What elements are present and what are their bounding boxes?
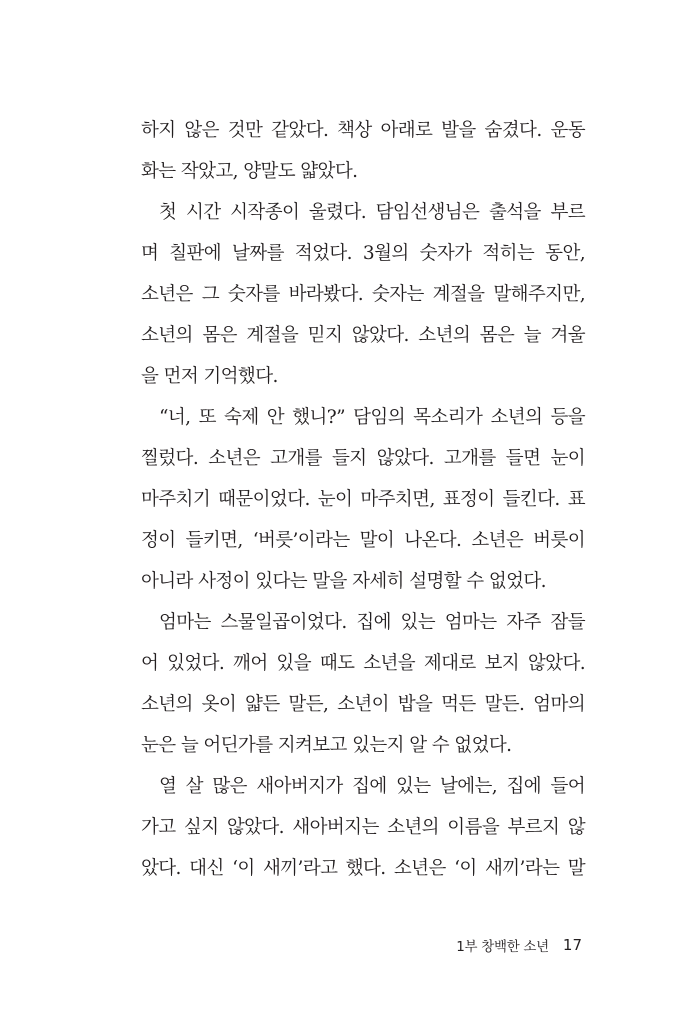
text-line: 눈은 늘 어딘가를 지켜보고 있는지 알 수 없었다. [141, 735, 512, 756]
text-line: 을 먼저 기억했다. [141, 366, 278, 387]
page-number: 17 [562, 936, 582, 954]
text-line: 화는 작았고, 양말도 얇았다. [141, 161, 358, 182]
text-line: 엄마는 스물일곱이었다. 집에 있는 엄마는 자주 잠들 [159, 612, 585, 633]
text-line: 열 살 많은 새아버지가 집에 있는 날에는, 집에 들어 [159, 776, 585, 797]
text-line: 소년의 몸은 계절을 믿지 않았다. 소년의 몸은 늘 겨울 [141, 325, 585, 346]
text-line: 첫 시간 시작종이 울렸다. 담임선생님은 출석을 부르 [159, 202, 585, 223]
text-line: 마주치기 때문이었다. 눈이 마주치면, 표정이 들킨다. 표 [141, 489, 585, 510]
page-footer [430, 932, 582, 958]
text-line: 았다. 대신 ‘이 새끼’라고 했다. 소년은 ‘이 새끼’라는 말 [141, 858, 585, 879]
text-line: 가고 싶지 않았다. 새아버지는 소년의 이름을 부르지 않 [141, 817, 585, 838]
text-line: 소년은 그 숫자를 바라봤다. 숫자는 계절을 말해주지만, [141, 284, 585, 305]
text-line: 소년의 옷이 얇든 말든, 소년이 밥을 먹든 말든. 엄마의 [141, 694, 585, 715]
text-line: 하지 않은 것만 같았다. 책상 아래로 발을 숨겼다. 운동 [141, 120, 585, 141]
text-line: 어 있었다. 깨어 있을 때도 소년을 제대로 보지 않았다. [141, 653, 585, 674]
text-line: 정이 들키면, ‘버릇’이라는 말이 나온다. 소년은 버릇이 [141, 530, 585, 551]
running-header-section-title: 1부 창백한 소년 [456, 939, 549, 955]
body-text [141, 110, 585, 889]
text-line: 며 칠판에 날짜를 적었다. 3월의 숫자가 적히는 동안, [141, 243, 585, 264]
text-line: 아니라 사정이 있다는 말을 자세히 설명할 수 없었다. [141, 571, 546, 592]
text-line: 찔렀다. 소년은 고개를 들지 않았다. 고개를 들면 눈이 [141, 448, 585, 469]
text-line: “너, 또 숙제 안 했니?” 담임의 목소리가 소년의 등을 [159, 407, 585, 428]
